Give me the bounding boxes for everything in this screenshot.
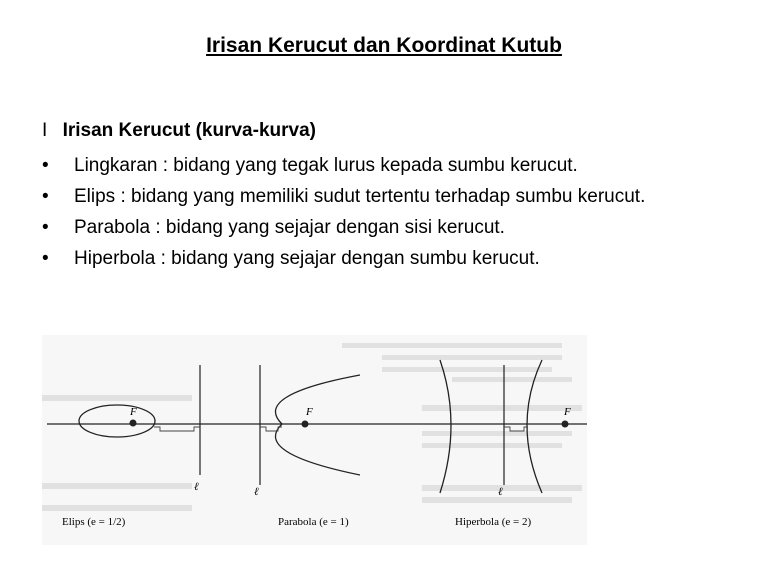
bullet-item-parabola xyxy=(42,212,728,243)
section-number: I xyxy=(42,120,48,141)
parabola-caption: Parabola (e = 1) xyxy=(278,516,349,528)
section-heading-text: Irisan Kerucut (kurva-kurva) xyxy=(62,120,316,141)
conic-sections-figure xyxy=(42,335,587,545)
bullet-symbol: • xyxy=(42,217,49,238)
bullet-list xyxy=(42,150,728,274)
ellipse-caption: Elips (e = 1/2) xyxy=(62,516,126,528)
parabola-directrix-label: ℓ xyxy=(254,486,259,498)
bullet-symbol: • xyxy=(42,155,49,176)
hyperbola-focus-label: F xyxy=(564,406,571,418)
bullet-text: Lingkaran : bidang yang tegak lurus kepada sumbu kerucut. xyxy=(74,155,578,176)
bullet-text: Hiperbola : bidang yang sejajar dengan sumbu kerucut. xyxy=(74,248,540,269)
slide-title: Irisan Kerucut dan Koordinat Kutub xyxy=(206,34,562,57)
section-heading xyxy=(42,120,316,142)
ellipse-focus-point xyxy=(130,420,137,427)
parabola-focus-label: F xyxy=(306,406,313,418)
bullet-text: Parabola : bidang yang sejajar dengan sisi kerucut. xyxy=(74,217,505,238)
figure-background xyxy=(42,335,587,545)
bullet-item-elips xyxy=(42,181,728,212)
bullet-symbol: • xyxy=(42,186,49,207)
conic-diagram xyxy=(42,335,587,545)
bullet-symbol: • xyxy=(42,248,49,269)
parabola-focus-point xyxy=(302,421,309,428)
hyperbola-caption: Hiperbola (e = 2) xyxy=(455,516,532,528)
bullet-item-hiperbola xyxy=(42,243,728,274)
hyperbola-focus-point xyxy=(562,421,569,428)
bullet-text: Elips : bidang yang memiliki sudut tertentu terhadap sumbu kerucut. xyxy=(74,186,646,207)
bullet-item-lingkaran xyxy=(42,150,728,181)
ellipse-directrix-label: ℓ xyxy=(194,481,199,493)
hyperbola-directrix-label: ℓ xyxy=(498,486,503,498)
ellipse-focus-label: F xyxy=(130,406,137,418)
